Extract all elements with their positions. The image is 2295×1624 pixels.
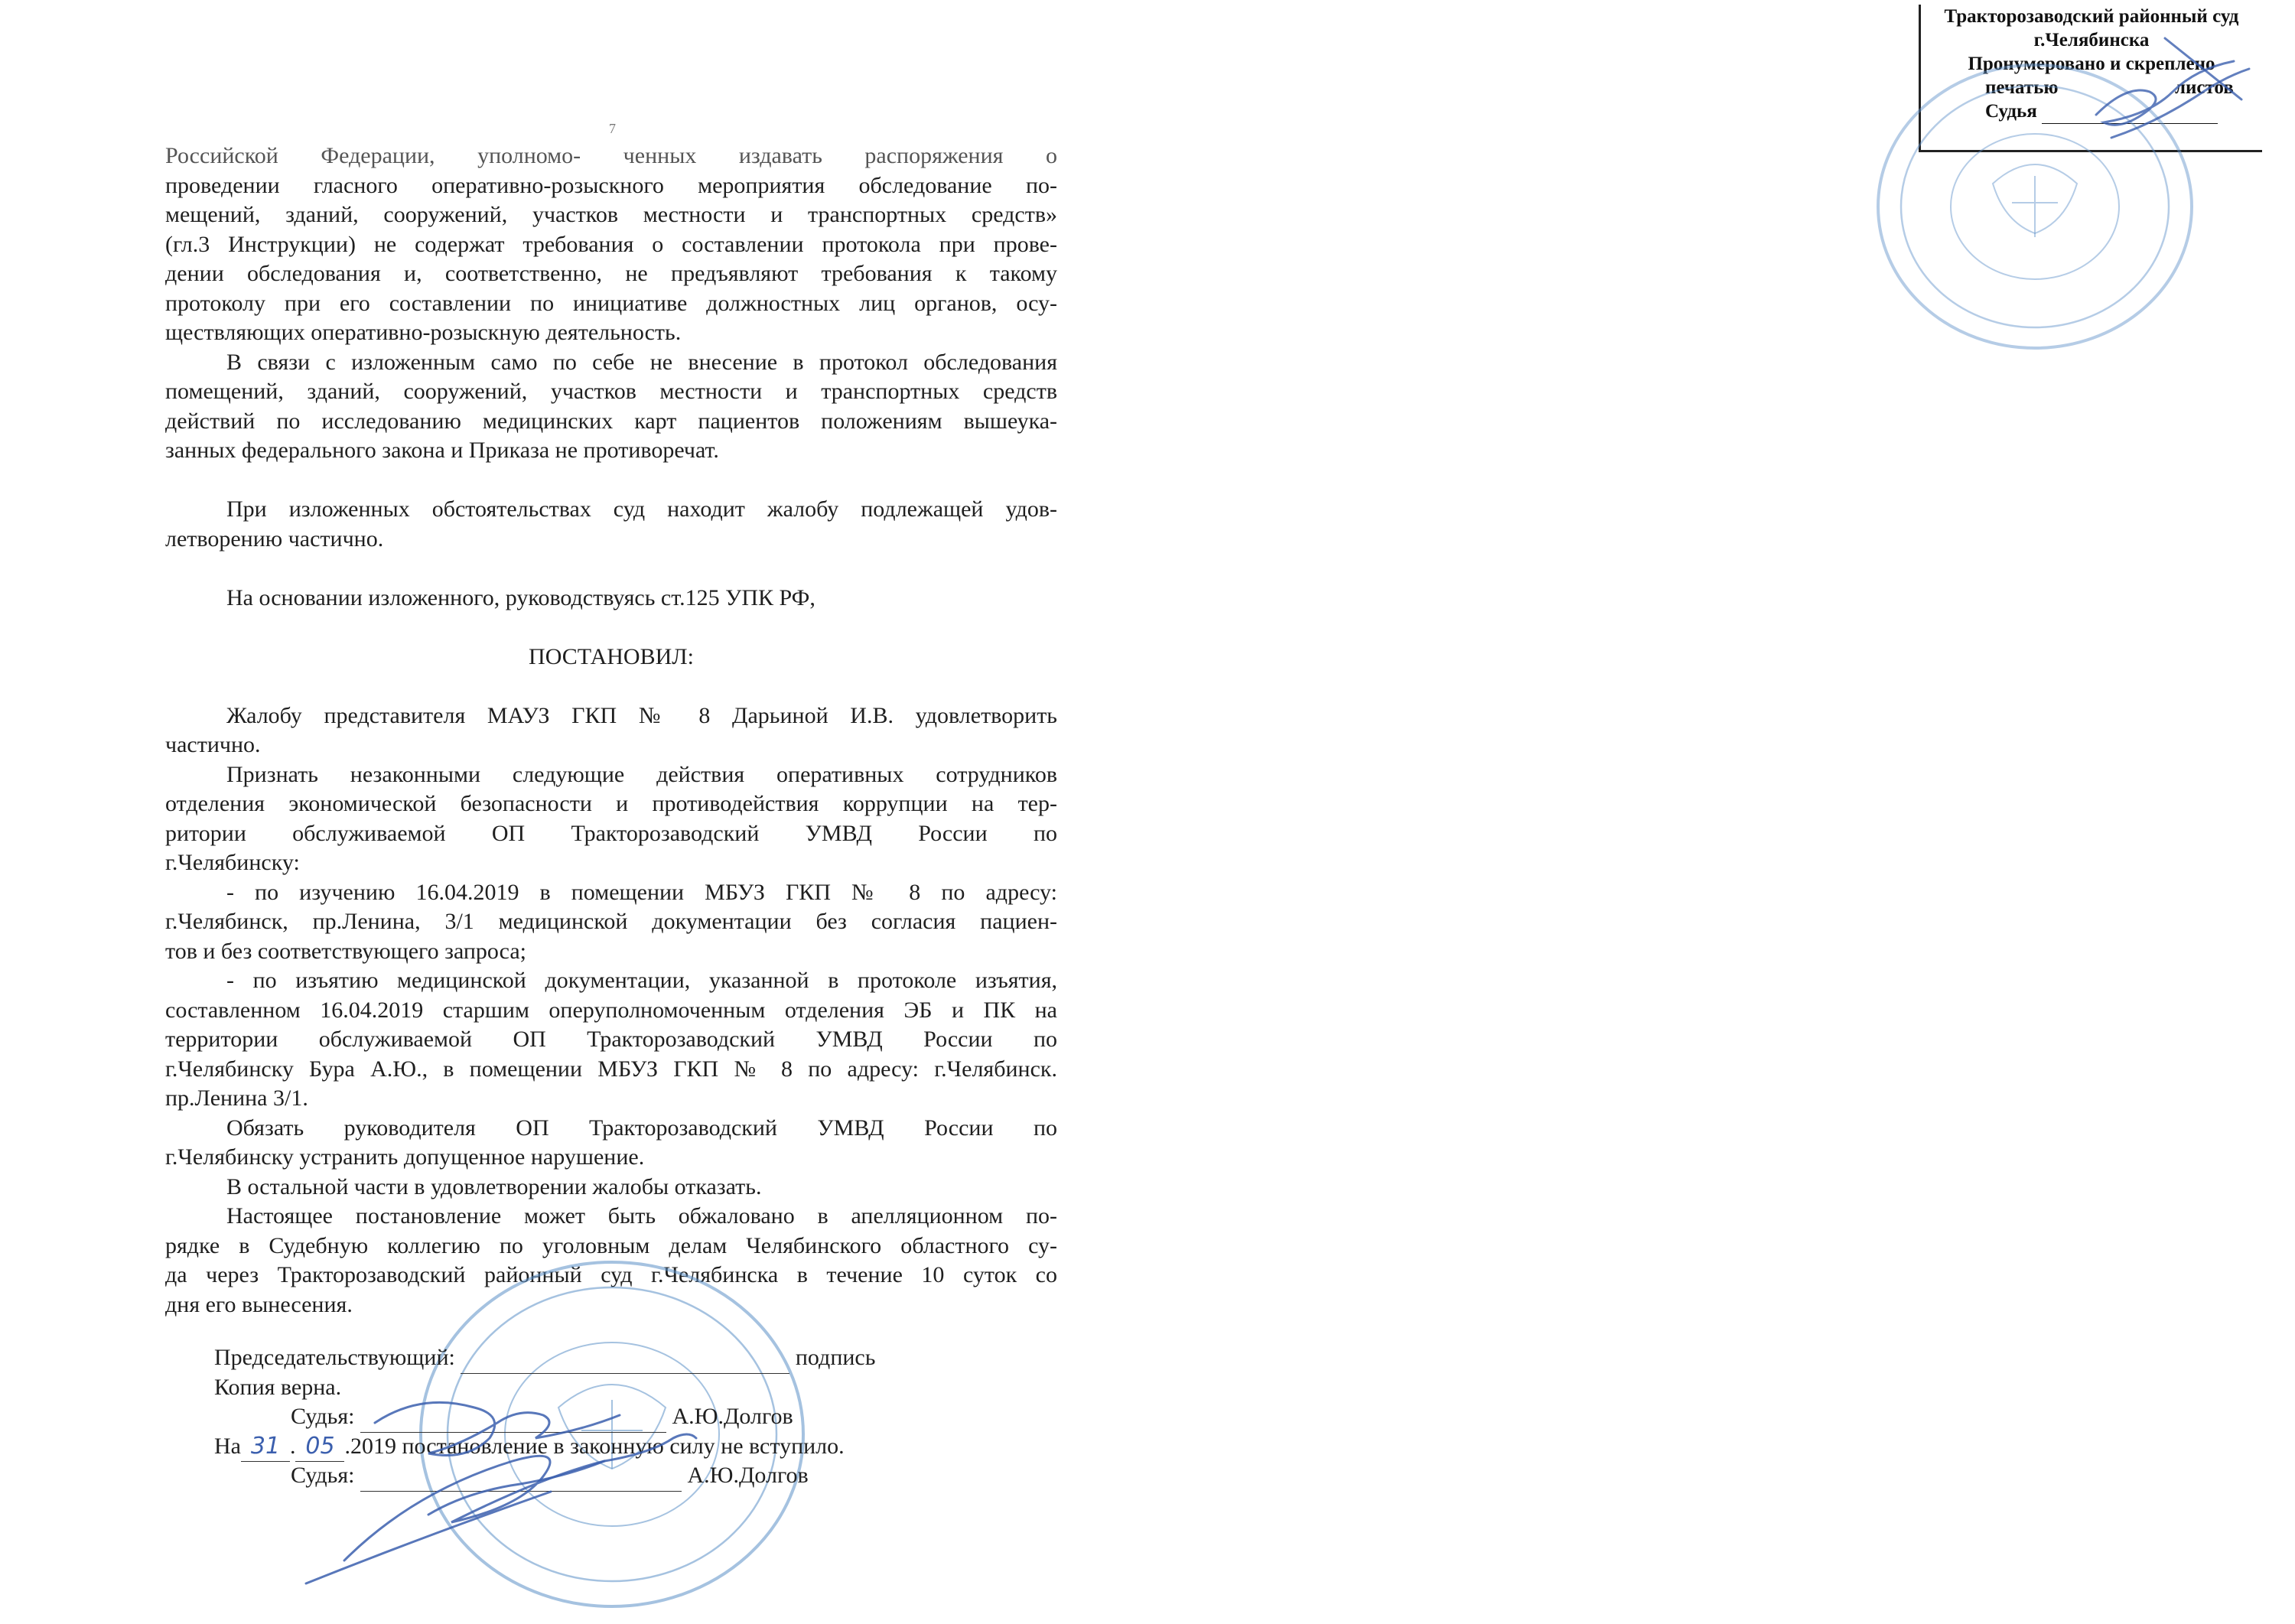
text-line: рядке в Судебную коллегию по уголовным делам Челябинского областного су- xyxy=(165,1232,1057,1258)
handwritten-signature-icon xyxy=(2050,23,2264,168)
judge-label: Судья: xyxy=(291,1404,355,1429)
text-line: - по изъятию медицинской документации, указанной в протоколе изъятия, xyxy=(226,968,1057,993)
text-line: (гл.3 Инструкции) не содержат требования о составлении протокола при прове- xyxy=(165,231,1057,257)
handwritten-signature-icon xyxy=(252,1362,803,1591)
certification-text: Пронумеровано и скреплено xyxy=(1968,54,2215,74)
judge-name: А.Ю.Долгов xyxy=(672,1404,793,1429)
text-line: Настоящее постановление может быть обжаловано в апелляционном по- xyxy=(226,1203,1057,1229)
court-name: Тракторозаводский районный суд xyxy=(1944,6,2239,27)
document-body xyxy=(165,142,1057,1320)
text-line: занных федерального закона и Приказа не противоречат. xyxy=(165,438,719,463)
text-line: На основании изложенного, руководствуясь ст.125 УПК РФ, xyxy=(226,584,815,610)
text-line: действий по исследованию медицинских карт пациентов положениям вышеука- xyxy=(165,408,1057,434)
text-line: ществляющих оперативно-розыскную деятельность. xyxy=(165,320,682,345)
text-line: ритории обслуживаемой ОП Тракторозаводский УМВД России по xyxy=(165,820,1057,846)
handwritten-day: 31 xyxy=(241,1432,290,1463)
text-line: протоколу при его составлении по инициативе должностных лиц органов, осу- xyxy=(165,290,1057,316)
section-heading: ПОСТАНОВИЛ: xyxy=(529,643,694,669)
text-line: да через Тракторозаводский районный суд г.Челябинска в течение 10 суток со xyxy=(165,1262,1057,1287)
text-line: Жалобу представителя МАУЗ ГКП № 8 Дарьиной И.В. удовлетворить xyxy=(226,702,1057,728)
text-line: территории обслуживаемой ОП Тракторозаводский УМВД России по xyxy=(165,1027,1057,1052)
effect-suffix: .2019 постановление в законную силу не вступило. xyxy=(344,1433,845,1459)
text-line: мещений, зданий, сооружений, участков местности и транспортных средств» xyxy=(165,202,1057,227)
text-line: помещений, зданий, сооружений, участков местности и транспортных средств xyxy=(165,379,1057,404)
judge-name-2: А.Ю.Долгов xyxy=(687,1463,809,1488)
text-line: г.Челябинску Бура А.Ю., в помещении МБУЗ ГКП № 8 по адресу: г.Челябинск. xyxy=(165,1056,1057,1082)
text-line: В остальной части в удовлетворении жалобы отказать. xyxy=(226,1173,762,1199)
court-city: г.Челябинска xyxy=(2033,30,2150,50)
copy-true-label: Копия верна. xyxy=(214,1374,342,1400)
text-line: частично. xyxy=(165,732,261,757)
text-line: г.Челябинск, пр.Ленина, 3/1 медицинской документации без согласия пациен- xyxy=(165,909,1057,934)
text-line: отделения экономической безопасности и противодействия коррупции на тер- xyxy=(165,791,1057,816)
text-line: составленном 16.04.2019 старшим оперуполномоченным отделения ЭБ и ПК на xyxy=(165,997,1057,1023)
text-line: При изложенных обстоятельствах суд находит жалобу подлежащей удов- xyxy=(226,496,1057,522)
sheets-label: листов xyxy=(2174,77,2234,98)
text-line: Российской Федерации, уполномо- ченных издавать распоряжения о xyxy=(165,143,1057,168)
handwritten-month: 05 xyxy=(295,1432,344,1463)
text-line: В связи с изложенным само по себе не внесение в протокол обследования xyxy=(226,349,1057,375)
text-line: дня его вынесения. xyxy=(165,1291,353,1317)
presiding-label: Председательствующий: xyxy=(214,1345,455,1370)
text-line: пр.Ленина 3/1. xyxy=(165,1085,308,1111)
signature-block: Председательствующий: подпись Копия верна. Судья: А.Ю.Долгов На 31 . 05 .2019 постановление в законную силу не вступило. Судья: А.Ю.Долгов xyxy=(165,1343,1045,1491)
judge-label-box: Судья xyxy=(1985,101,2037,122)
page-number: 7 xyxy=(609,121,616,136)
judge-label-2: Судья: xyxy=(291,1463,355,1488)
effect-prefix: На xyxy=(214,1433,241,1459)
text-line: тов и без соответствующего запроса; xyxy=(165,938,527,964)
text-line: дении обследования и, соответственно, не предъявляют требования к такому xyxy=(165,261,1057,286)
text-line: летворению частично. xyxy=(165,526,384,552)
text-line: проведении гласного оперативно-розыскного мероприятия обследование по- xyxy=(165,172,1057,198)
presiding-sign: подпись xyxy=(795,1345,876,1370)
text-line: г.Челябинску устранить допущенное нарушение. xyxy=(165,1144,645,1170)
text-line: Обязать руководителя ОП Тракторозаводский УМВД России по xyxy=(226,1115,1057,1141)
text-line: - по изучению 16.04.2019 в помещении МБУЗ ГКП № 8 по адресу: xyxy=(226,879,1057,905)
text-line: Признать незаконными следующие действия оперативных сотрудников xyxy=(226,761,1057,787)
text-line: г.Челябинску: xyxy=(165,850,300,875)
seal-label: печатью xyxy=(1985,77,2059,98)
